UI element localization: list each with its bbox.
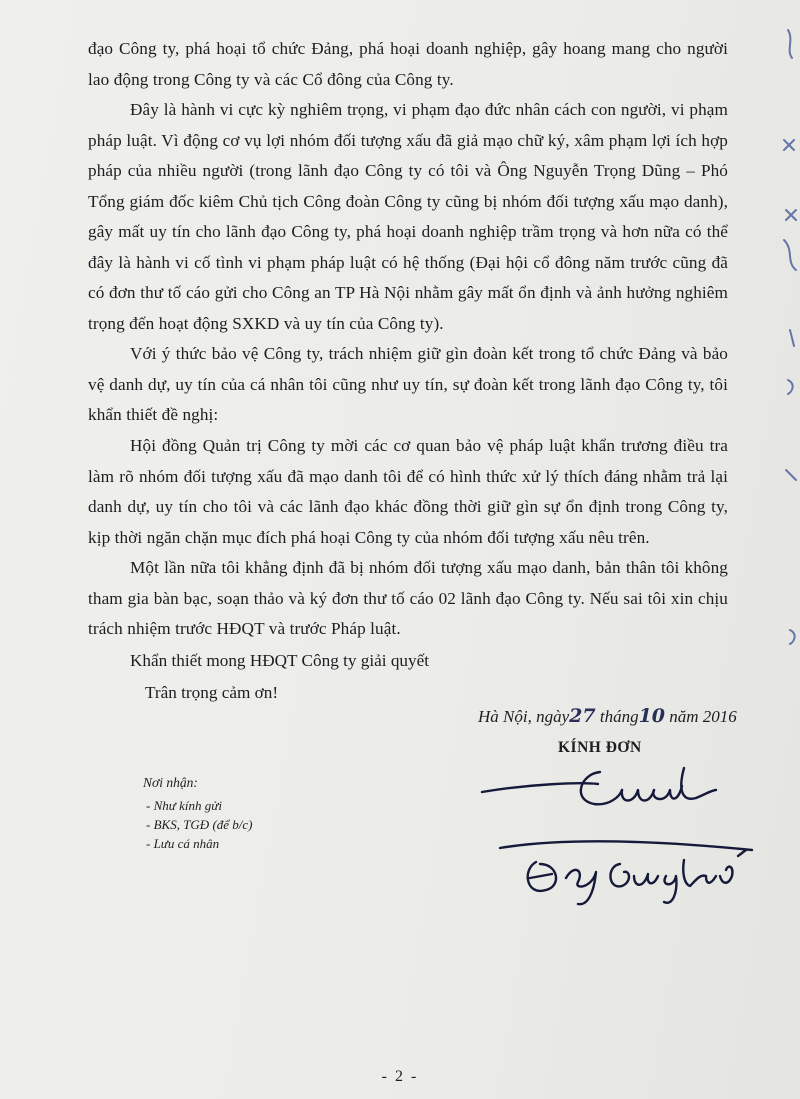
closing-request: Khẩn thiết mong HĐQT Công ty giải quyết bbox=[130, 651, 430, 670]
paragraph-violation: Đây là hành vi cực kỳ nghiêm trọng, vi phạm đạo đức nhân cách con người, vi phạm pháp luật. Vì động cơ vụ lợi nhóm đối tượng xấu đã giả mạo chữ ký, xâm phạm lợi ích hợp pháp của nhiều người (trong lãnh đạo Công ty có tôi và Ông Nguyễn Trọng Dũng – Phó Tổng giám đốc kiêm Chủ tịch Công đoàn Công ty cũng bị nhóm đối tượng xấu mạo danh), gây mất uy tín cho lãnh đạo Công ty, phá hoại doanh nghiệp trầm trọng và hơn nữa có thể đây là hành vi cố tình vi phạm pháp luật có hệ thống (Đại hội cổ đông năm trước cũng đã có đơn thư tố cáo gửi cho Công an TP Hà Nội nhằm gây mất ổn định và ảnh hưởng nghiêm trọng đến hoạt động SXKD và uy tín của Công ty). bbox=[88, 100, 728, 333]
recipients-block bbox=[143, 773, 253, 853]
date-prefix: Hà Nội, ngày bbox=[478, 707, 570, 726]
paragraph-continuation: đạo Công ty, phá hoại tổ chức Đảng, phá hoại doanh nghiệp, gây hoang mang cho người lao động trong Công ty và các Cổ đông của Công ty. bbox=[88, 39, 728, 89]
bleed-through-marks bbox=[770, 0, 800, 700]
paragraph-affirmation: Một lần nữa tôi khẳng định đã bị nhóm đối tượng xấu mạo danh, bản thân tôi không tham gia bàn bạc, soạn thảo và ký đơn thư tố cáo 02 lãnh đạo Công ty. Nếu sai tôi xin chịu trách nhiệm trước HĐQT và trước Pháp luật. bbox=[88, 558, 728, 638]
signature-title: KÍNH ĐƠN bbox=[558, 739, 642, 756]
date-line bbox=[478, 705, 737, 727]
thanks-line: Trân trọng cảm ơn! bbox=[145, 683, 279, 702]
recipient-item: - Lưu cá nhân bbox=[146, 836, 220, 851]
paragraph-request: Hội đồng Quản trị Công ty mời các cơ quan bảo vệ pháp luật khẩn trương điều tra làm rõ nhóm đối tượng xấu đã mạo danh tôi để có hình thức xử lý thích đáng nhằm trả lại danh dự, uy tín cho tôi và các lãnh đạo khác đồng thời giữ gìn sự ổn định trong Công ty, kịp thời ngăn chặn mục đích phá hoại Công ty của nhóm đối tượng xấu nêu trên. bbox=[88, 436, 728, 547]
paragraph-request-intro: Với ý thức bảo vệ Công ty, trách nhiệm giữ gìn đoàn kết trong tổ chức Đảng và bảo vệ danh dự, uy tín của cá nhân tôi cũng như uy tín, sự đoàn kết trong lãnh đạo Công ty, tôi khẩn thiết đề nghị: bbox=[88, 344, 728, 424]
date-month: 10 bbox=[638, 705, 666, 727]
recipients-heading: Nơi nhận: bbox=[143, 775, 198, 790]
page-number: - 2 - bbox=[381, 1068, 419, 1085]
recipient-item: - Như kính gửi bbox=[146, 798, 222, 813]
handwritten-signature bbox=[470, 760, 770, 910]
date-month-label: tháng bbox=[599, 707, 639, 726]
recipient-item: - BKS, TGĐ (để b/c) bbox=[146, 817, 253, 832]
date-year: năm 2016 bbox=[669, 707, 737, 726]
date-day: 27 bbox=[569, 705, 596, 727]
